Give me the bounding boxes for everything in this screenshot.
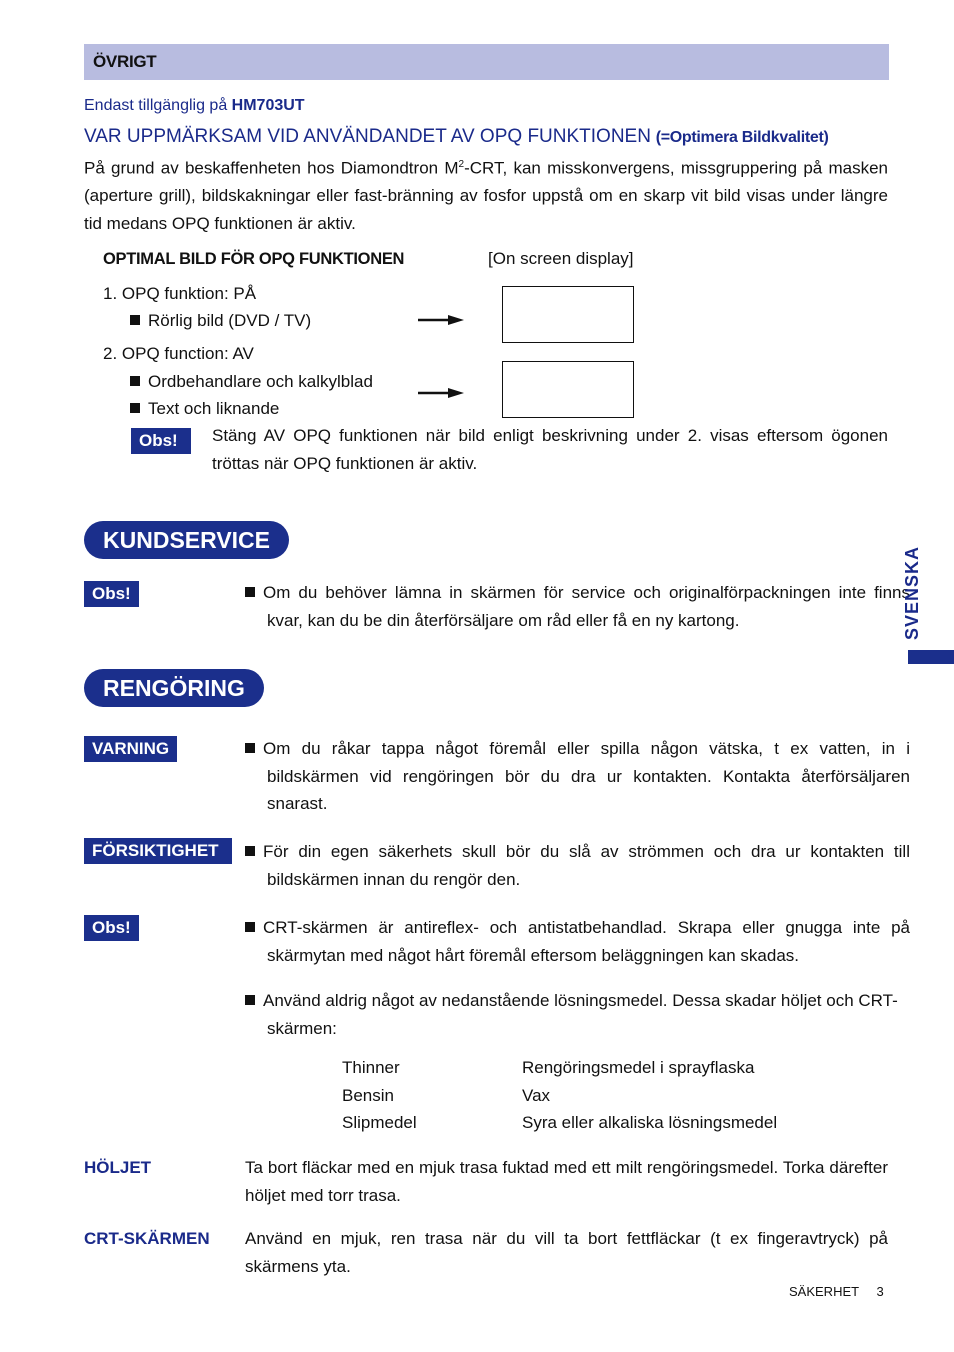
kundservice-text-body: Om du behöver lämna in skärmen för service och originalförpackningen inte finns kvar, kan du be din återförsäljare om råd eller få en ny kartong.: [263, 583, 910, 630]
opq-paragraph-a: På grund av beskaffenheten hos Diamondtron M: [84, 158, 459, 178]
forsiktighet-tag: FÖRSIKTIGHET: [84, 838, 232, 864]
footer: [789, 1284, 884, 1299]
opq-paragraph-b: -CRT, kan misskonvergens, missgruppering på masken (aperture grill), bildskakningar eller fast-bränning av fosfor uppstå om en skarp vit bild visas under längre tid medans OPQ funktionen är aktiv.: [84, 158, 889, 233]
obs-text-1: [245, 914, 910, 969]
opq-warning-title-sub: (=Optimera Bildkvalitet): [655, 129, 829, 146]
opq-obs-text: Stäng AV OPQ funktionen när bild enligt beskrivning under 2. visas eftersom ögonen tröttas när OPQ funktionen är aktiv.: [212, 426, 888, 473]
osd-box-2: [502, 361, 634, 418]
bullet-square-icon: [130, 376, 140, 386]
solvent-cell: Rengöringsmedel i sprayflaska: [522, 1058, 755, 1077]
solvent-cell: Syra eller alkaliska lösningsmedel: [522, 1113, 778, 1132]
opq-item-2-bullet-2-text: Text och liknande: [148, 399, 280, 418]
varning-text-body: Om du råkar tappa något föremål eller spilla någon vätska, t ex vatten, in i bildskärmen vid rengöringen bör du dra ur kontakten. Kontakta återförsäljaren snarast.: [263, 739, 910, 813]
obs-text-1-body: CRT-skärmen är antireflex- och antistatbehandlad. Skrapa eller gnugga inte på skärmytan med något hårt föremål eftersom beläggningen kan skadas.: [263, 918, 910, 965]
forsiktighet-text-body: För din egen säkerhets skull bör du slå av strömmen och dra ur kontakten till bildskärmen innan du rengör den.: [263, 842, 910, 889]
obs-tag: Obs!: [84, 915, 139, 941]
opq-item-2-bullet-2: [130, 399, 279, 419]
solvent-row: [342, 1086, 888, 1114]
varning-text: [245, 735, 910, 818]
crt-text: Använd en mjuk, ren trasa när du vill ta bort fettfläckar (t ex fingeravtryck) på skärmens yta.: [245, 1229, 888, 1276]
kundservice-text: [245, 579, 910, 634]
page-number: 3: [876, 1284, 884, 1299]
solvent-cell: Bensin: [342, 1085, 394, 1105]
crt-label: CRT-SKÄRMEN: [84, 1229, 210, 1248]
varning-tag: VARNING: [84, 736, 177, 762]
footer-section: SÄKERHET: [789, 1284, 859, 1299]
opq-item-2: 2. OPQ function: AV: [103, 344, 254, 363]
opq-paragraph-sup: 2: [458, 159, 465, 170]
side-tab-bar: [908, 650, 954, 664]
section-header-title: ÖVRIGT: [93, 52, 157, 71]
bullet-square-icon: [130, 315, 140, 325]
solvent-table: [342, 1058, 888, 1141]
solvent-row: [342, 1113, 888, 1141]
bullet-square-icon: [245, 587, 255, 597]
opq-item-1-bullet-text: Rörlig bild (DVD / TV): [148, 311, 312, 330]
bullet-square-icon: [245, 922, 255, 932]
bullet-square-icon: [130, 403, 140, 413]
section-title-kundservice: KUNDSERVICE: [84, 521, 289, 559]
solvent-cell: Vax: [522, 1085, 551, 1105]
osd-box-1: [502, 286, 634, 343]
solvent-cell: Slipmedel: [342, 1113, 417, 1132]
osd-label: [On screen display]: [488, 249, 634, 268]
obs-tag: Obs!: [131, 428, 191, 454]
holjet-text: Ta bort fläckar med en mjuk trasa fuktad med ett milt rengöringsmedel. Torka därefter höljet med torr trasa.: [245, 1158, 888, 1205]
section-title-rengoring: RENGÖRING: [84, 669, 264, 707]
section-header-ovrigt: [84, 44, 889, 80]
forsiktighet-text: [245, 838, 910, 893]
solvent-cell: Thinner: [342, 1058, 400, 1077]
opq-item-1: 1. OPQ funktion: PÅ: [103, 284, 257, 303]
availability-model: HM703UT: [231, 97, 305, 114]
opq-paragraph: [84, 151, 888, 237]
bullet-square-icon: [245, 995, 255, 1005]
arrow-right-icon: [418, 314, 464, 326]
holjet-label: HÖLJET: [84, 1158, 152, 1177]
optimal-title: OPTIMAL BILD FÖR OPQ FUNKTIONEN: [103, 250, 405, 268]
opq-item-1-bullet: [130, 311, 311, 331]
obs-text-2: [245, 987, 910, 1042]
availability-prefix: Endast tillgänglig på: [84, 97, 228, 114]
availability-note: [84, 97, 305, 115]
opq-item-2-bullet-1: [130, 372, 373, 392]
bullet-square-icon: [245, 846, 255, 856]
solvent-row: [342, 1058, 888, 1086]
opq-warning-title-main: VAR UPPMÄRKSAM VID ANVÄNDANDET AV OPQ FUNKTIONEN: [84, 126, 651, 147]
opq-item-2-bullet-1-text: Ordbehandlare och kalkylblad: [148, 372, 373, 391]
obs-text-2-body: Använd aldrig något av nedanstående lösningsmedel. Dessa skadar höljet och CRT-skärmen:: [263, 991, 898, 1038]
obs-tag: Obs!: [84, 581, 139, 607]
opq-warning-title: [84, 126, 894, 148]
bullet-square-icon: [245, 743, 255, 753]
arrow-right-icon: [418, 387, 464, 399]
side-tab-label: SVENSKA: [902, 545, 922, 640]
